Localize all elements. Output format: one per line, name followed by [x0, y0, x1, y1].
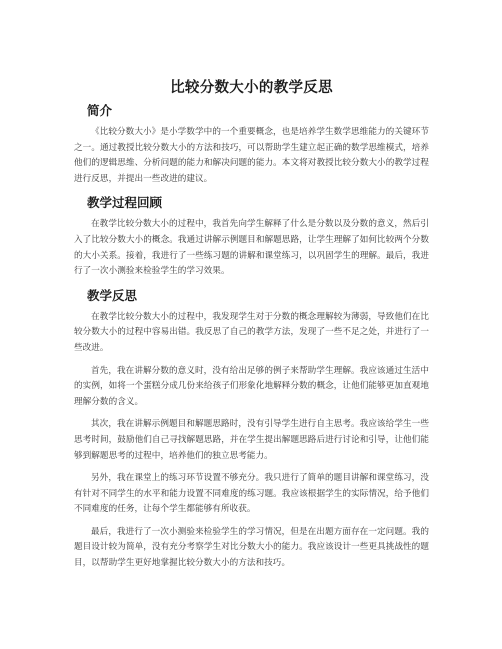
- section-heading: 教学过程回顾: [87, 195, 163, 211]
- paragraph: 在教学比较分数大小的过程中，我首先向学生解释了什么是分数以及分数的意义，然后引入了比较分数大小的概念。我通过讲解示例题目和解题思路，让学生理解了如何比较两个分数的大小关系。接着，我进行了一些练习题的讲解和课堂练习，以巩固学生的理解。最后，我进行了一次小测验来检验学生的学习效果。: [74, 219, 429, 277]
- paragraph: 首先，我在讲解分数的意义时，没有给出足够的例子来帮助学生理解。我应该通过生活中的实例，如将一个蛋糕分成几份来给孩子们形象化地解释分数的概念，让他们能够更加直观地理解分数的含义。: [74, 365, 429, 407]
- section-teaching-process-review: [74, 195, 429, 279]
- section-teaching-reflection: [74, 288, 429, 572]
- section-heading: 简介: [87, 103, 113, 118]
- section-heading: 教学反思: [87, 287, 138, 303]
- paragraph: 《比较分数大小》是小学数学中的一个重要概念，也是培养学生数学思维能力的关键环节之一。通过教授比较分数大小的方法和技巧，可以帮助学生建立起正确的数学思维模式，培养他们的逻辑思维、分析问题的能力和解决问题的能力。本文将对教授比较分数大小的教学过程进行反思，并提出一些改进的建议。: [74, 127, 429, 184]
- section-introduction: [74, 103, 429, 187]
- document-title: 比较分数大小的教学反思: [170, 80, 333, 96]
- paragraph: 另外，我在课堂上的练习环节设置不够充分。我只进行了简单的题目讲解和课堂练习，没有针对不同学生的水平和能力设置不同难度的练习题。我应该根据学生的实际情况，给予他们不同难度的任务，让每个学生都能够有所收获。: [74, 473, 429, 515]
- paragraph: 在教学比较分数大小的过程中，我发现学生对于分数的概念理解较为薄弱，导致他们在比较分数大小的过程中容易出错。我反思了自己的教学方法，发现了一些不足之处，并进行了一些改进。: [74, 311, 429, 353]
- paragraph: 最后，我进行了一次小测验来检验学生的学习情况，但是在出题方面存在一定问题。我的题目设计较为简单，没有充分考察学生对比分数大小的能力。我应该设计一些更具挑战性的题目，以帮助学生更好地掌握比较分数大小的方法和技巧。: [74, 526, 429, 569]
- paragraph: 其次，我在讲解示例题目和解题思路时，没有引导学生进行自主思考。我应该给学生一些思考时间，鼓励他们自己寻找解题思路，并在学生提出解题思路后进行讨论和引导，让他们能够到解题思考的过程中，培养他们的独立思考能力。: [74, 419, 429, 461]
